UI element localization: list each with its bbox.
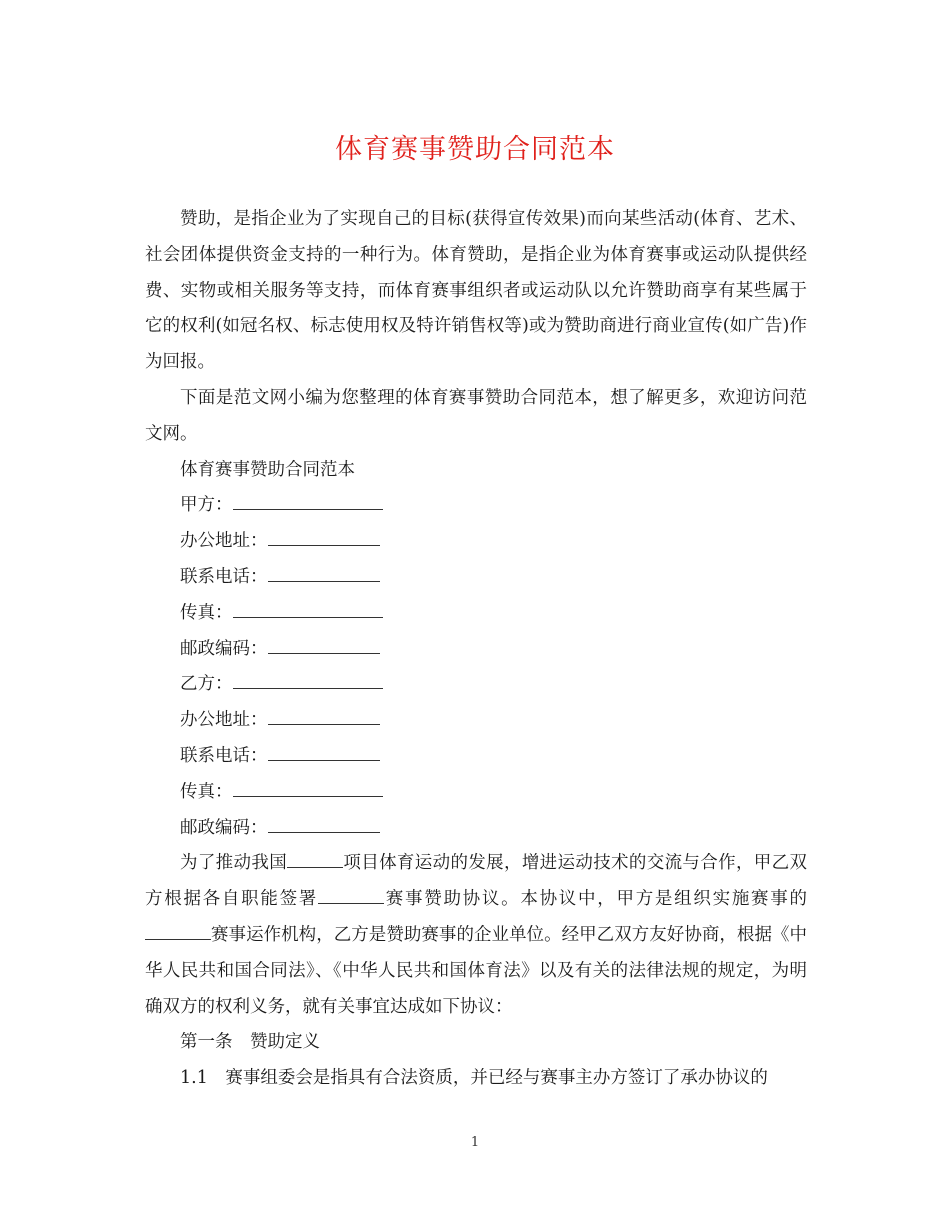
clause-1-1: 1.1 赛事组委会是指具有合法资质，并已经与赛事主办方签订了承办协议的 (180, 1068, 768, 1089)
party-a-postal-line (145, 632, 807, 668)
party-b-label: 乙方： (180, 674, 233, 695)
party-a-address-line (145, 524, 807, 560)
party-b-address-blank[interactable] (268, 706, 380, 725)
contract-heading: 体育赛事赞助合同范本 (180, 459, 355, 480)
article-1-heading: 第一条 赞助定义 (180, 1032, 320, 1053)
party-a-fax-label: 传真： (180, 602, 233, 623)
party-a-line (145, 488, 807, 524)
event-name-blank[interactable] (318, 887, 384, 904)
agreement-paragraph (145, 846, 807, 1025)
party-b-fax-label: 传真： (180, 781, 233, 802)
agreement-part-2: 项目体育运动的发展，增进运动技术的交流与合作，甲乙双方根据各自职能签署 (145, 853, 807, 910)
party-b-phone-line (145, 739, 807, 775)
party-b-postal-blank[interactable] (268, 814, 380, 833)
party-b-fax-blank[interactable] (233, 778, 383, 797)
sport-project-blank[interactable] (287, 851, 343, 868)
document-body (145, 202, 807, 1097)
party-a-blank[interactable] (233, 491, 383, 510)
party-b-phone-blank[interactable] (268, 742, 380, 761)
party-a-phone-label: 联系电话： (180, 566, 268, 587)
second-paragraph: 下面是范文网小编为您整理的体育赛事赞助合同范本，想了解更多，欢迎访问范文网。 (145, 387, 807, 444)
party-b-postal-line (145, 811, 807, 847)
party-a-postal-label: 邮政编码： (180, 638, 268, 659)
document-title: 体育赛事赞助合同范本 (335, 134, 615, 165)
party-a-phone-blank[interactable] (268, 563, 380, 582)
party-b-postal-label: 邮政编码： (180, 817, 268, 838)
page-number: 1 (470, 1135, 480, 1150)
party-a-postal-blank[interactable] (268, 635, 380, 654)
party-b-blank[interactable] (233, 670, 383, 689)
agreement-part-3: 赛事赞助协议。本协议中，甲方是组织实施赛事的 (384, 889, 808, 910)
party-a-address-label: 办公地址： (180, 531, 268, 552)
intro-paragraph: 赞助，是指企业为了实现自己的目标(获得宣传效果)而向某些活动(体育、艺术、社会团体提供资金支持的一种行为。体育赞助，是指企业为体育赛事或运动队提供经费、实物或相关服务等支持，而体育赛事组织者或运动队以允许赞助商享有某些属于它的权利(如冠名权、标志使用权及特许销售权等)或为赞助商进行商业宣传(如广告)作为回报。 (145, 209, 807, 373)
organizer-name-blank[interactable] (145, 923, 211, 940)
party-a-label: 甲方： (180, 495, 233, 516)
party-a-address-blank[interactable] (268, 527, 380, 546)
party-b-address-label: 办公地址： (180, 710, 268, 731)
party-b-fax-line (145, 775, 807, 811)
agreement-part-4: 赛事运作机构，乙方是赞助赛事的企业单位。经甲乙双方友好协商，根据《中华人民共和国合同法》、《中华人民共和国体育法》以及有关的法律法规的规定，为明确双方的权利义务，就有关事宜达成如下协议： (145, 924, 807, 1017)
party-a-fax-line (145, 596, 807, 632)
party-b-phone-label: 联系电话： (180, 745, 268, 766)
agreement-part-1: 为了推动我国 (180, 853, 288, 874)
party-a-fax-blank[interactable] (233, 599, 383, 618)
party-b-address-line (145, 703, 807, 739)
party-b-line (145, 667, 807, 703)
party-a-phone-line (145, 560, 807, 596)
